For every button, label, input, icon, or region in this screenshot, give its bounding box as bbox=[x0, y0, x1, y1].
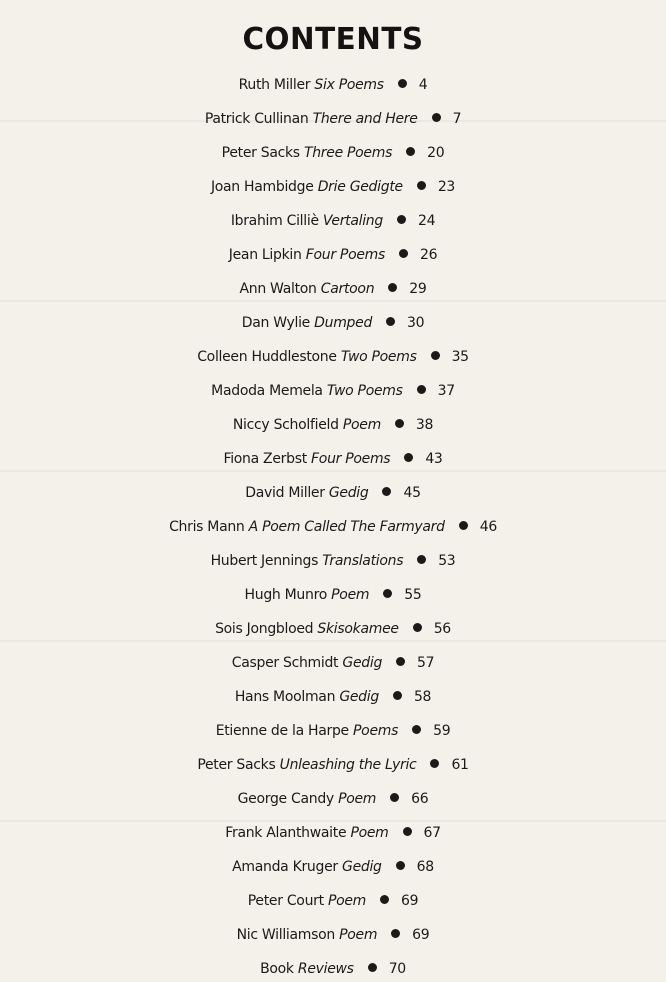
toc-entry-author: Joan Hambidge bbox=[210, 179, 314, 195]
toc-entry-author: Colleen Huddlestone bbox=[197, 349, 337, 365]
toc-entry-title: Two Poems bbox=[340, 349, 417, 365]
toc-entry-title: Poems bbox=[353, 723, 399, 739]
toc-entry bbox=[0, 952, 666, 982]
toc-entry-title: Poem bbox=[338, 791, 377, 807]
toc-entry bbox=[0, 68, 666, 102]
bullet-dot-icon bbox=[388, 283, 397, 292]
toc-entry-author: Niccy Scholfield bbox=[232, 417, 339, 433]
toc-entry bbox=[0, 442, 666, 476]
toc-entry bbox=[0, 374, 666, 408]
toc-entry bbox=[0, 272, 666, 306]
toc-entry bbox=[0, 612, 666, 646]
toc-entry-author: Ruth Miller bbox=[238, 77, 311, 93]
toc-entry-author: Dan Wylie bbox=[241, 315, 310, 331]
toc-entry bbox=[0, 238, 666, 272]
bullet-dot-icon bbox=[382, 487, 391, 496]
toc-entry-author: David Miller bbox=[245, 485, 325, 501]
bullet-dot-icon bbox=[395, 419, 404, 428]
toc-entry-author: Peter Court bbox=[247, 893, 324, 909]
toc-entry-page-number: 35 bbox=[451, 349, 469, 365]
toc-entry-author: Peter Sacks bbox=[197, 757, 276, 773]
toc-entry bbox=[0, 578, 666, 612]
toc-entry-author: Frank Alanthwaite bbox=[225, 825, 347, 841]
toc-entry bbox=[0, 782, 666, 816]
bullet-dot-icon bbox=[431, 351, 440, 360]
toc-entry-page-number: 7 bbox=[452, 111, 462, 127]
toc-entry-page-number: 43 bbox=[425, 451, 443, 467]
toc-entry-title: Six Poems bbox=[314, 77, 384, 93]
toc-entry-title: Skisokamee bbox=[317, 621, 399, 637]
toc-entry bbox=[0, 884, 666, 918]
toc-entry-page-number: 56 bbox=[433, 621, 451, 637]
toc-entry-page-number: 69 bbox=[401, 893, 419, 909]
toc-entry-title: Gedig bbox=[342, 859, 382, 875]
bullet-dot-icon bbox=[459, 521, 468, 530]
bullet-dot-icon bbox=[417, 181, 426, 190]
bullet-dot-icon bbox=[390, 793, 399, 802]
toc-entry bbox=[0, 646, 666, 680]
toc-entry-page-number: 57 bbox=[417, 655, 435, 671]
toc-entry-title: There and Here bbox=[312, 111, 418, 127]
toc-entry-page-number: 4 bbox=[418, 77, 428, 93]
toc-entry-author: George Candy bbox=[237, 791, 334, 807]
toc-entry-author: Nic Williamson bbox=[236, 927, 335, 943]
toc-entry-title: Vertaling bbox=[322, 213, 383, 229]
toc-entry bbox=[0, 476, 666, 510]
toc-entry-page-number: 38 bbox=[415, 417, 434, 433]
toc-entry-author: Sois Jongbloed bbox=[215, 621, 314, 637]
toc-entry-author: Ibrahim Cilliè bbox=[230, 213, 319, 229]
toc-entry-title: Poem bbox=[339, 927, 378, 943]
toc-entry-author: Jean Lipkin bbox=[228, 247, 302, 263]
bullet-dot-icon bbox=[386, 317, 395, 326]
toc-entry-page-number: 24 bbox=[417, 213, 436, 229]
toc-entry-title: Poem bbox=[331, 587, 370, 603]
toc-entry-page-number: 53 bbox=[438, 553, 456, 569]
bullet-dot-icon bbox=[430, 759, 439, 768]
bullet-dot-icon bbox=[417, 555, 426, 564]
toc-entry-title: Poem bbox=[327, 893, 367, 909]
toc-entry bbox=[0, 680, 666, 714]
toc-entry-title: A Poem Called The Farmyard bbox=[248, 519, 445, 535]
toc-entry-title: Gedig bbox=[342, 655, 383, 671]
toc-entry-title: Reviews bbox=[297, 961, 354, 977]
toc-entry-page-number: 68 bbox=[416, 859, 434, 875]
toc-entry bbox=[0, 850, 666, 884]
toc-entry bbox=[0, 136, 666, 170]
page-title: CONTENTS bbox=[242, 22, 424, 57]
toc-entry-title: Dumped bbox=[314, 315, 373, 331]
toc-entry bbox=[0, 918, 666, 952]
bullet-dot-icon bbox=[380, 895, 389, 904]
toc-entry-page-number: 30 bbox=[407, 315, 425, 331]
bullet-dot-icon bbox=[432, 113, 441, 122]
bullet-dot-icon bbox=[404, 453, 413, 462]
toc-entry-page-number: 26 bbox=[420, 247, 438, 263]
toc-entry-title: Four Poems bbox=[305, 247, 385, 263]
toc-entry-author: Hans Moolman bbox=[234, 689, 336, 705]
toc-entry-title: Poem bbox=[350, 825, 389, 841]
toc-entry-author: Book bbox=[260, 961, 294, 977]
toc-entry-page-number: 69 bbox=[412, 927, 430, 943]
bullet-dot-icon bbox=[413, 623, 422, 632]
toc-entry-author: Hugh Munro bbox=[244, 587, 327, 603]
bullet-dot-icon bbox=[391, 929, 400, 938]
bullet-dot-icon bbox=[397, 215, 406, 224]
toc-entry-page-number: 59 bbox=[433, 723, 451, 739]
toc-entry bbox=[0, 204, 666, 238]
bullet-dot-icon bbox=[399, 249, 408, 258]
toc-entry-author: Peter Sacks bbox=[221, 145, 300, 161]
toc-entry-page-number: 45 bbox=[403, 485, 421, 501]
bullet-dot-icon bbox=[396, 861, 405, 870]
toc-entry-page-number: 61 bbox=[451, 757, 469, 773]
bullet-dot-icon bbox=[383, 589, 392, 598]
toc-entry-title: Drie Gedigte bbox=[317, 179, 403, 195]
toc-entry bbox=[0, 306, 666, 340]
bullet-dot-icon bbox=[398, 79, 407, 88]
toc-entry-page-number: 58 bbox=[413, 689, 432, 705]
bullet-dot-icon bbox=[393, 691, 402, 700]
toc-entry bbox=[0, 408, 666, 442]
toc-entry bbox=[0, 102, 666, 136]
toc-entry-page-number: 29 bbox=[409, 281, 427, 297]
toc-entry bbox=[0, 510, 666, 544]
toc-entry-title: Translations bbox=[322, 553, 404, 569]
toc-entry-author: Amanda Kruger bbox=[232, 859, 338, 875]
toc-entry-title: Three Poems bbox=[303, 145, 393, 161]
toc-entry-page-number: 67 bbox=[423, 825, 441, 841]
toc-entry-title: Four Poems bbox=[311, 451, 391, 467]
toc-entry-author: Hubert Jennings bbox=[210, 553, 319, 569]
toc-entry-page-number: 55 bbox=[404, 587, 422, 603]
toc-entry bbox=[0, 714, 666, 748]
toc-entry-title: Gedig bbox=[328, 485, 369, 501]
toc-entry-page-number: 23 bbox=[437, 179, 456, 195]
toc-entry-author: Casper Schmidt bbox=[231, 655, 339, 671]
toc-entry-author: Chris Mann bbox=[169, 519, 245, 535]
toc-entry bbox=[0, 816, 666, 850]
toc-entry bbox=[0, 544, 666, 578]
bullet-dot-icon bbox=[368, 963, 377, 972]
bullet-dot-icon bbox=[417, 385, 426, 394]
toc-entry bbox=[0, 340, 666, 374]
toc-entry-page-number: 20 bbox=[427, 145, 445, 161]
toc-entry-title: Two Poems bbox=[326, 383, 403, 399]
toc-entry bbox=[0, 170, 666, 204]
toc-entry-author: Patrick Cullinan bbox=[204, 111, 309, 127]
toc-entry-title: Gedig bbox=[339, 689, 379, 705]
toc-entry-author: Fiona Zerbst bbox=[223, 451, 307, 467]
toc-entry bbox=[0, 748, 666, 782]
toc-entry-page-number: 37 bbox=[437, 383, 455, 399]
bullet-dot-icon bbox=[406, 147, 415, 156]
bullet-dot-icon bbox=[403, 827, 412, 836]
toc-entry-title: Poem bbox=[342, 417, 381, 433]
bullet-dot-icon bbox=[412, 725, 421, 734]
toc-entry-title: Unleashing the Lyric bbox=[279, 757, 417, 773]
toc-entry-page-number: 66 bbox=[411, 791, 429, 807]
toc-entry-author: Ann Walton bbox=[239, 281, 317, 297]
toc-entry-author: Madoda Memela bbox=[211, 383, 323, 399]
toc-entry-title: Cartoon bbox=[320, 281, 375, 297]
toc-entry-author: Etienne de la Harpe bbox=[215, 723, 349, 739]
toc-entry-page-number: 46 bbox=[479, 519, 497, 535]
bullet-dot-icon bbox=[396, 657, 405, 666]
toc-entry-page-number: 70 bbox=[388, 961, 406, 977]
table-of-contents bbox=[0, 68, 666, 982]
